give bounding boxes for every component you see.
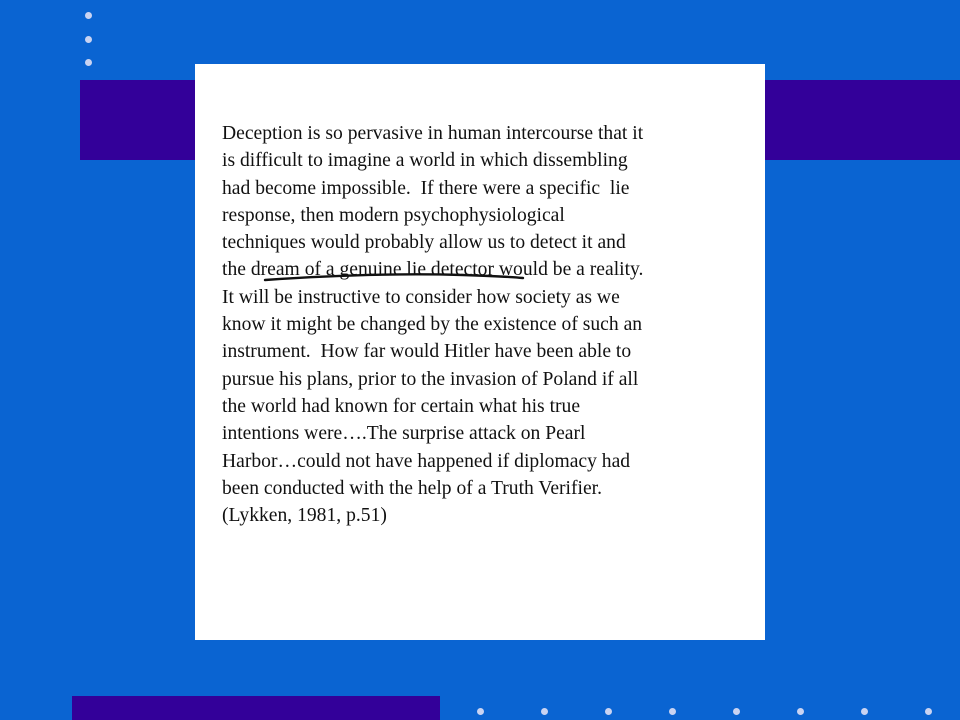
decorative-dot xyxy=(605,708,612,715)
scanned-page xyxy=(195,64,765,640)
decorative-dot xyxy=(669,708,676,715)
quote-line: response, then modern psychophysiological xyxy=(222,204,565,226)
quote-line: been conducted with the help of a Truth Verifier. xyxy=(222,477,603,499)
decorative-dot xyxy=(85,59,92,66)
quote-line: Deception is so pervasive in human intercourse that it xyxy=(222,123,644,144)
quote-line: had become impossible. If there were a specific lie xyxy=(222,177,630,199)
decorative-dot xyxy=(925,708,932,715)
quote-line: (Lykken, 1981, p.51) xyxy=(222,505,387,527)
quote-line: intentions were….The surprise attack on Pearl xyxy=(222,423,586,445)
decorative-dot xyxy=(861,708,868,715)
decorative-dot xyxy=(797,708,804,715)
quote-line: techniques would probably allow us to detect it and xyxy=(222,232,626,254)
quote-text xyxy=(222,120,752,529)
decorative-dot xyxy=(477,708,484,715)
quote-line: know it might be changed by the existence of such an xyxy=(222,314,643,336)
quote-line: instrument. How far would Hitler have been able to xyxy=(222,341,632,363)
decorative-dot xyxy=(85,12,92,19)
quote-line: pursue his plans, prior to the invasion of Poland if all xyxy=(222,368,639,390)
quote-line: is difficult to imagine a world in which dissembling xyxy=(222,150,628,172)
decorative-dot xyxy=(85,36,92,43)
quote-line: It will be instructive to consider how society as we xyxy=(222,286,620,308)
handwritten-underline-mark xyxy=(263,271,525,283)
decorative-dot xyxy=(733,708,740,715)
quote-line: the dream of a genuine lie detector would be a reality. xyxy=(222,259,644,281)
bottom-accent-band xyxy=(72,696,440,720)
quote-line: Harbor…could not have happened if diplomacy had xyxy=(222,450,631,472)
quote-line: the world had known for certain what his true xyxy=(222,395,581,417)
decorative-dot xyxy=(541,708,548,715)
